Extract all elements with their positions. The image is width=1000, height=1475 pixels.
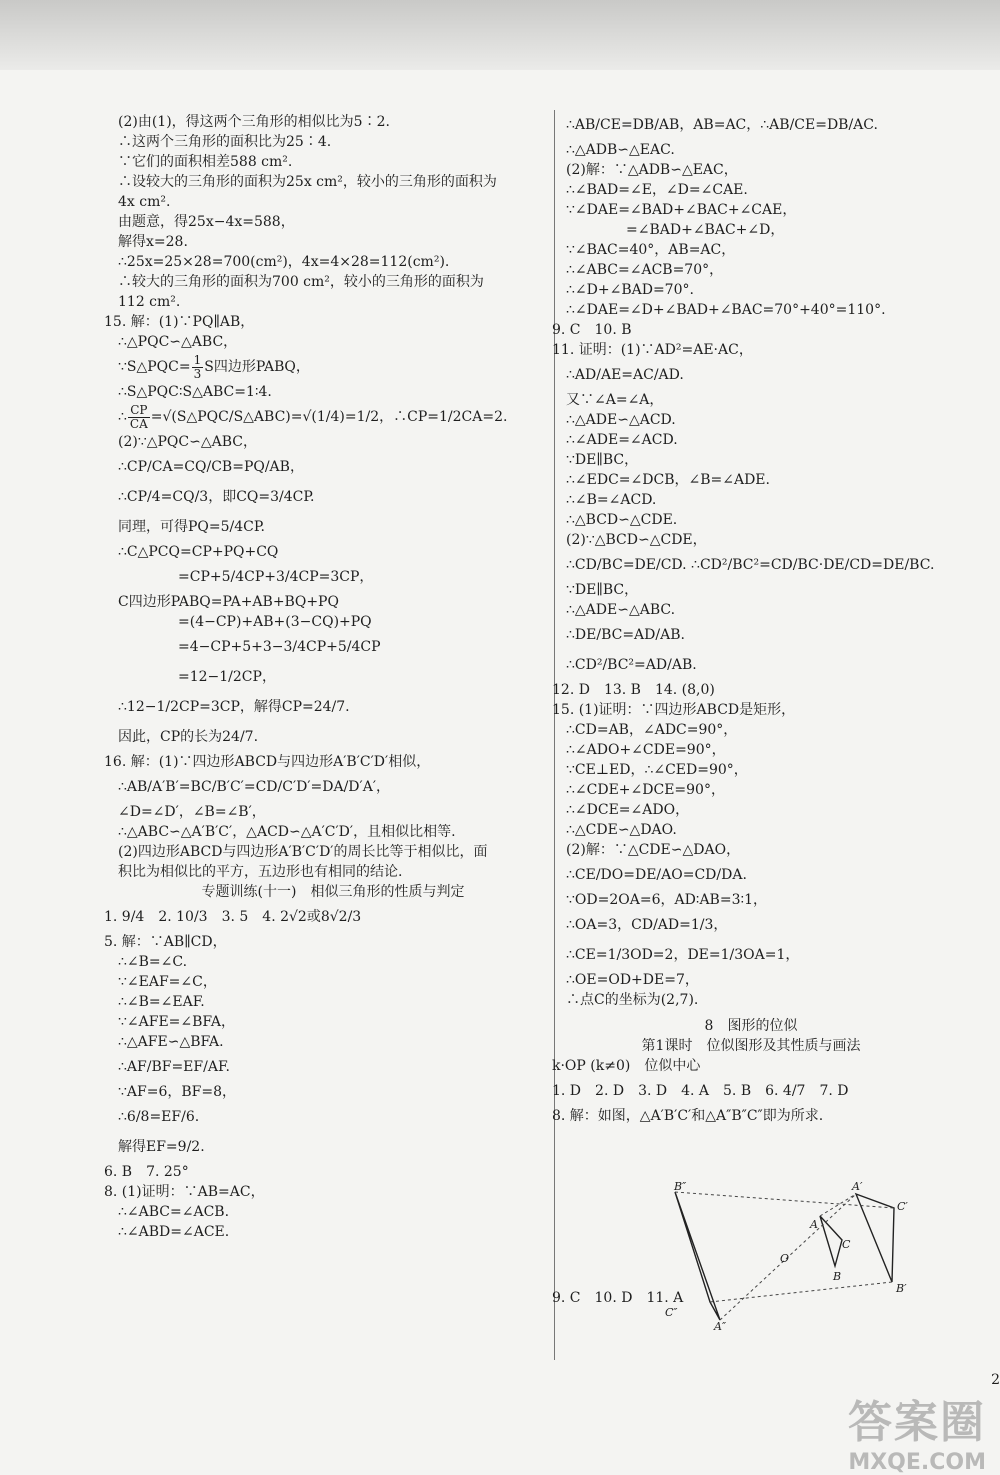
- text-line: ∴∠B=∠ACD.: [566, 492, 657, 508]
- text-line: ∴C△PCQ=CP+PQ+CQ: [118, 544, 279, 560]
- text-line: ∴CD²/BC²=AD/AB.: [566, 657, 697, 673]
- text-line: 12. D 13. B 14. (8,0): [552, 682, 715, 698]
- text-line: ∴△BCD∽△CDE.: [566, 512, 678, 528]
- text-line: 8. 解：如图，△A′B′C′和△A″B″C″即为所求.: [552, 1108, 824, 1124]
- text-line: (2)由(1)，得这两个三角形的相似比为5∶2.: [118, 114, 390, 130]
- homothety-figure: [660, 1180, 930, 1330]
- section-heading: 专题训练(十一) 相似三角形的性质与判定: [201, 884, 465, 900]
- text-line: ∴6/8=EF/6.: [118, 1109, 200, 1125]
- text-line: 11. 证明：(1)∵AD²=AE·AC，: [552, 342, 753, 358]
- text-line: ∴∠D+∠BAD=70°.: [566, 282, 694, 298]
- label-A1: A′: [852, 1180, 863, 1193]
- text-span: =√(S△PQC/S△ABC)=√(1/4)=1/2，∴CP=1/2CA=2.: [150, 409, 508, 425]
- denominator: CA: [129, 416, 148, 431]
- fraction-line: ∴ $\frac{CP}{CA}$ =√(S△PQC/S△ABC)=√(1/4)=1/2，∴CP=1/2CA=2.: [118, 402, 508, 431]
- text-line: ∴∠CDE+∠DCE=90°，: [566, 782, 725, 798]
- text-line: ∴△AFE∽△BFA.: [118, 1034, 224, 1050]
- text-line: =(4−CP)+AB+(3−CQ)+PQ: [178, 614, 372, 630]
- text-line: ∴∠ADO+∠CDE=90°，: [566, 742, 726, 758]
- text-line: ∵∠AFE=∠BFA，: [118, 1014, 236, 1030]
- triangle-A2B2C2: [675, 1192, 720, 1320]
- text-line: 又∵∠A=∠A，: [566, 392, 664, 408]
- text-line: ∵它们的面积相差588 cm².: [118, 154, 293, 170]
- text-line: ∴设较大的三角形的面积为25x cm²，较小的三角形的面积为: [118, 174, 497, 190]
- text-line: ∴∠ABC=∠ACB.: [118, 1204, 230, 1220]
- text-line: ∴CE=1/3OD=2，DE=1/3OA=1，: [566, 947, 800, 963]
- text-line: ∵AF=6，BF=8，: [118, 1084, 237, 1100]
- text-line: ∴△ADB∽△EAC.: [566, 142, 675, 158]
- text-line: 解得x=28.: [118, 234, 188, 250]
- text-line: ∴AD/AE=AC/AD.: [566, 367, 684, 383]
- text-line: ∵OD=2OA=6，AD∶AB=3∶1，: [566, 892, 768, 908]
- watermark-url: MXQE.COM: [848, 1450, 986, 1475]
- text-line: ∵DE∥BC，: [566, 582, 639, 598]
- label-C1: C′: [897, 1200, 908, 1213]
- text-line: C四边形PABQ=PA+AB+BQ+PQ: [118, 594, 339, 610]
- text-line: ∴AF/BF=EF/AF.: [118, 1059, 230, 1075]
- scan-top-band: [0, 0, 1000, 70]
- text-line: (2)解：∵△ADB∽△EAC，: [566, 162, 738, 178]
- text-line: ∵CE⊥ED，∴∠CED=90°，: [566, 762, 748, 778]
- text-line: ∠D=∠D′，∠B=∠B′，: [118, 804, 266, 820]
- watermark: [848, 1386, 986, 1475]
- text-line: ∴较大的三角形的面积为700 cm²，较小的三角形的面积为: [118, 274, 484, 290]
- text-line: ∴△CDE∽△DAO.: [566, 822, 677, 838]
- label-A2: A″: [714, 1320, 727, 1330]
- text-line: 8. (1)证明：∵AB=AC，: [104, 1184, 265, 1200]
- text-line: ∴∠DCE=∠ADO，: [566, 802, 690, 818]
- label-O: O: [780, 1252, 790, 1265]
- text-line: =CP+5/4CP+3/4CP=3CP，: [178, 569, 374, 585]
- triangle-A1B1C1: [856, 1194, 894, 1282]
- text-line: ∴CP/4=CQ/3，即CQ=3/4CP.: [118, 489, 315, 505]
- denominator: 3: [193, 366, 202, 381]
- text-line: ∴∠DAE=∠D+∠BAD+∠BAC=70°+40°=110°.: [566, 302, 886, 318]
- watermark-logo-text: 答案圈: [848, 1397, 986, 1448]
- text-line: ∴△ADE∽△ACD.: [566, 412, 676, 428]
- text-line: ∴∠ABC=∠ACB=70°，: [566, 262, 724, 278]
- text-line: 6. B 7. 25°: [104, 1164, 189, 1180]
- fraction-line: [118, 352, 548, 382]
- text-line: (2)四边形ABCD与四边形A′B′C′D′的周长比等于相似比，面: [118, 844, 488, 860]
- text-line: ∴CE/DO=DE/AO=CD/DA.: [566, 867, 747, 883]
- text-line: 9. C 10. D 11. A: [552, 1290, 684, 1306]
- text-line: ∴点C的坐标为(2,7).: [566, 992, 699, 1008]
- numerator: CP: [128, 404, 150, 418]
- text-line: 15. (1)证明：∵四边形ABCD是矩形，: [552, 702, 796, 718]
- text-line: =4−CP+5+3−3/4CP+5/4CP: [178, 639, 381, 655]
- text-line: 积比为相似比的平方，五边形也有相同的结论.: [118, 864, 403, 880]
- label-B2: B″: [674, 1180, 687, 1193]
- text-line: ∵∠DAE=∠BAD+∠BAC+∠CAE，: [566, 202, 797, 218]
- text-line: 16. 解：(1)∵四边形ABCD与四边形A′B′C′D′相似，: [104, 754, 431, 770]
- text-line: ∴△PQC∽△ABC，: [118, 334, 238, 350]
- text-line: ∴OE=OD+DE=7，: [566, 972, 699, 988]
- text-line: =12−1/2CP，: [178, 669, 276, 685]
- text-line: (2)解：∵△CDE∽△DAO，: [566, 842, 741, 858]
- text-line: ∴AB/CE=DB/AB，AB=AC，∴AB/CE=DB/AC.: [566, 117, 878, 133]
- text-line: ∴∠B=∠C.: [118, 954, 188, 970]
- text-line: (2)∵△PQC∽△ABC，: [118, 434, 257, 450]
- text-line: 因此，CP的长为24/7.: [118, 729, 259, 745]
- text-line: ∴OA=3，CD/AD=1/3，: [566, 917, 728, 933]
- label-B: B: [833, 1270, 842, 1283]
- text-line: ∴CD/BC=DE/CD. ∴CD²/BC²=CD/BC·DE/CD=DE/BC.: [566, 557, 935, 573]
- text-line: 解得EF=9/2.: [118, 1139, 205, 1155]
- label-A: A: [810, 1218, 818, 1231]
- text-span: ∵S△PQC=: [118, 359, 191, 375]
- text-line: ∴12−1/2CP=3CP，解得CP=24/7.: [118, 699, 350, 715]
- text-line: 112 cm².: [118, 294, 181, 310]
- text-line: ∴S△PQC∶S△ABC=1∶4.: [118, 384, 272, 400]
- text-line: 5. 解：∵AB∥CD，: [104, 934, 227, 950]
- text-line: ∵∠EAF=∠C，: [118, 974, 217, 990]
- column-divider: [554, 110, 555, 1360]
- triangle-ABC: [820, 1216, 842, 1266]
- text-line: ∴CD=AB，∠ADC=90°，: [566, 722, 738, 738]
- text-line: ∴△ABC∽△A′B′C′，△ACD∽△A′C′D′，且相似比相等.: [118, 824, 456, 840]
- text-line: 1. 9/4 2. 10/3 3. 5 4. 2√2或8√2/3: [104, 909, 362, 925]
- text-line: ∴25x=25×28=700(cm²)，4x=4×28=112(cm²).: [118, 254, 450, 270]
- text-line: 15. 解：(1)∵PQ∥AB，: [104, 314, 255, 330]
- label-C2: C″: [665, 1306, 678, 1319]
- text-line: ∴AB/A′B′=BC/B′C′=CD/C′D′=DA/D′A′，: [118, 779, 390, 795]
- section-heading: 8 图形的位似: [704, 1018, 798, 1034]
- text-line: 由题意，得25x−4x=588，: [118, 214, 295, 230]
- text-line: ∴这两个三角形的面积比为25∶4.: [118, 134, 332, 150]
- text-line: 同理，可得PQ=5/4CP.: [118, 519, 265, 535]
- label-C: C: [842, 1238, 851, 1251]
- lesson-heading: 第1课时 位似图形及其性质与画法: [641, 1038, 861, 1054]
- text-line: ∴△ADE∽△ABC.: [566, 602, 676, 618]
- text-span: S四边形PABQ，: [204, 359, 310, 375]
- numerator: 1: [193, 352, 202, 367]
- text-line: ∵DE∥BC，: [566, 452, 639, 468]
- left-column: [104, 112, 548, 1242]
- text-line: k·OP (k≠0) 位似中心: [552, 1058, 701, 1074]
- text-line: 1. D 2. D 3. D 4. A 5. B 6. 4/7 7. D: [552, 1083, 849, 1099]
- page-number: 2: [991, 1372, 1000, 1388]
- text-line: ∴∠EDC=∠DCB，∠B=∠ADE.: [566, 472, 770, 488]
- text-line: 9. C 10. B: [552, 322, 632, 338]
- right-column: [552, 110, 936, 1308]
- text-line: ∴∠BAD=∠E，∠D=∠CAE.: [566, 182, 748, 198]
- text-line: (2)∵△BCD∽△CDE，: [566, 532, 707, 548]
- text-line: ∵∠BAC=40°，AB=AC，: [566, 242, 736, 258]
- text-line: 4x cm².: [118, 194, 171, 210]
- label-B1: B′: [896, 1282, 907, 1295]
- text-line: ∴∠B=∠EAF.: [118, 994, 205, 1010]
- text-line: ∴∠ADE=∠ACD.: [566, 432, 678, 448]
- text-line: ∴∠ABD=∠ACE.: [118, 1224, 230, 1240]
- text-line: ∴DE/BC=AD/AB.: [566, 627, 685, 643]
- fraction: [128, 404, 150, 431]
- text-line: =∠BAD+∠BAC+∠D，: [626, 222, 785, 238]
- fraction: [192, 354, 204, 381]
- text-line: ∴CP/CA=CQ/CB=PQ/AB，: [118, 459, 304, 475]
